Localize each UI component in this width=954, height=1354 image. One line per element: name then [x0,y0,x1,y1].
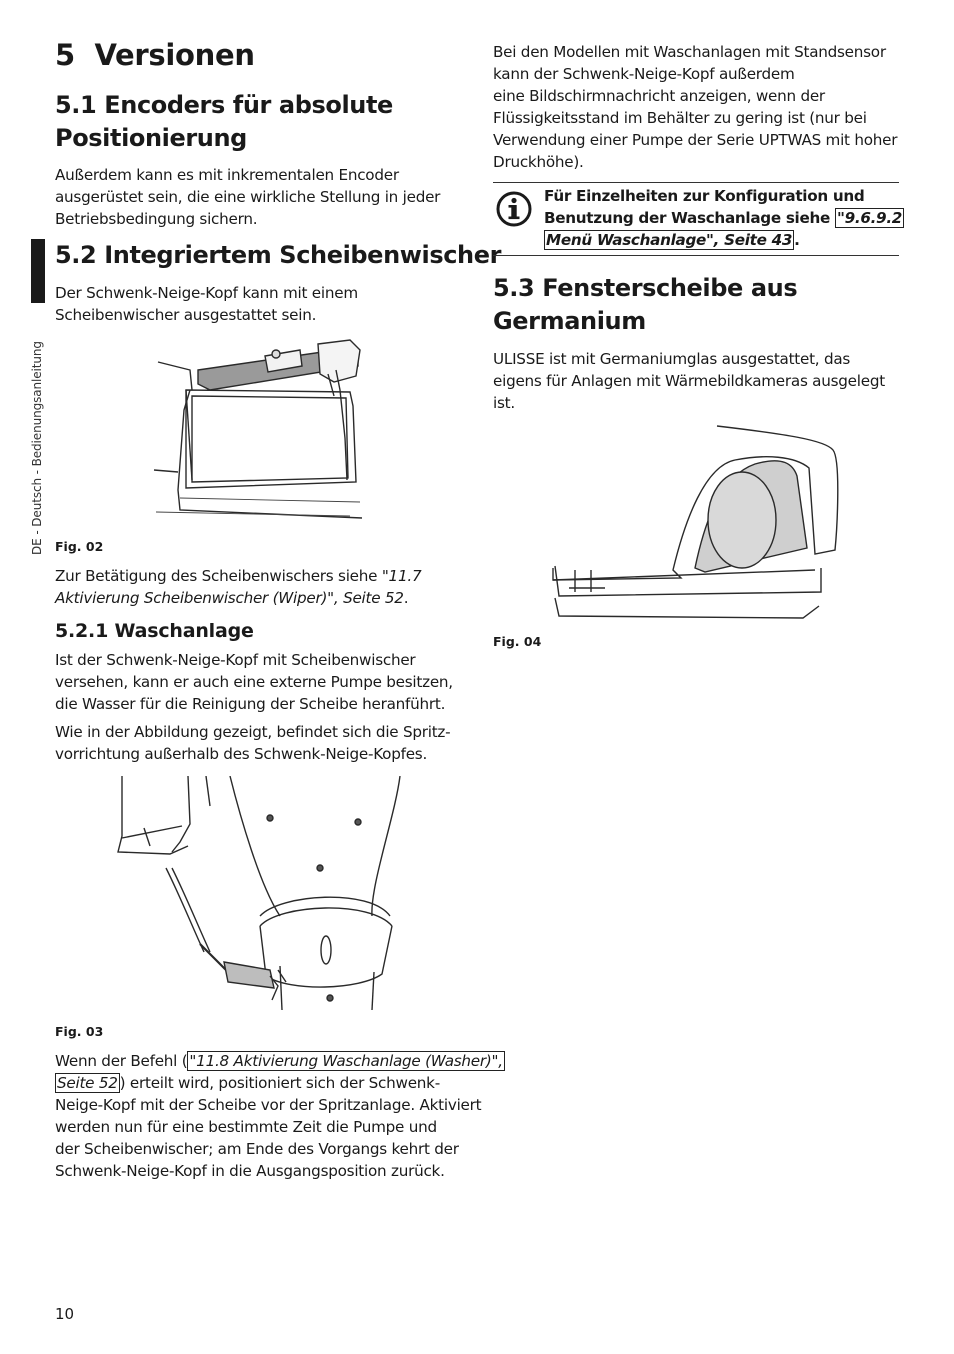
text-line: Schwenk-Neige-Kopf in die Ausgangsposition zurück. [55,1162,445,1180]
text-line: eigens für Anlagen mit Wärmebildkameras ausgelegt [493,372,885,390]
wiper-reference-link[interactable]: "11.7 [381,567,422,585]
chapter-title [55,38,255,72]
text-fragment: ) erteilt wird, positioniert sich der Schwenk- [119,1074,440,1092]
section-5-2-title: 5.2 Integriertem Scheibenwischer [55,241,502,269]
text-line: vorrichtung außerhalb des Schwenk-Neige-Kopfes. [55,745,428,763]
wiper-reference-text [55,565,421,609]
level-sensor-text [493,41,897,173]
text-fragment: Zur Betätigung des Scheibenwischers siehe [55,567,382,585]
section-5-1-title [55,89,393,155]
text-line: werden nun für eine bestimmte Zeit die Pumpe und [55,1118,437,1136]
chapter-name: Versionen [94,38,255,72]
text-line: Scheibenwischer ausgestattet sein. [55,306,317,324]
section-5-3-title-line: 5.3 Fensterscheibe aus [493,274,798,302]
text-line: ULISSE ist mit Germaniumglas ausgestattet, das [493,350,851,368]
washer-activation-page-link[interactable]: Seite 52 [57,1074,118,1092]
figure-02-caption: Fig. 02 [55,539,104,554]
text-line: Wie in der Abbildung gezeigt, befindet sich die Spritz- [55,723,451,741]
sidebar-marker [31,239,45,303]
text-line: Verwendung einer Pumpe der Serie UPTWAS mit hoher [493,131,898,149]
text-line: Ist der Schwenk-Neige-Kopf mit Scheibenwischer [55,651,416,669]
text-line: Druckhöhe). [493,153,584,171]
text-line: Für Einzelheiten zur Konfiguration und [544,187,865,205]
info-icon [495,190,533,228]
text-line: Bei den Modellen mit Waschanlagen mit Standsensor [493,43,886,61]
section-5-3-title-line: Germanium [493,307,646,335]
text-fragment: Benutzung der Waschanlage siehe [544,209,835,227]
section-5-3-title [493,272,797,338]
wiper-reference-link[interactable]: Aktivierung Scheibenwischer (Wiper)", Seite 52 [55,589,404,607]
section-5-1-title-line: Positionierung [55,124,247,152]
text-fragment: . [794,231,800,249]
washer-activation-link[interactable]: "11.8 Aktivierung Waschanlage (Washer)", [189,1052,503,1070]
figure-02-wiper-illustration [150,330,365,525]
text-line: Flüssigkeitsstand im Behälter zu gering ist (nur bei [493,109,867,127]
sidebar-label: DE - Deutsch - Bedienungsanleitung [30,341,44,555]
section-5-2-1-title: 5.2.1 Waschanlage [55,620,254,642]
text-line: ist. [493,394,515,412]
text-line: ausgerüstet sein, die eine wirkliche Stellung in jeder [55,188,441,206]
section-5-2-1-text-2 [55,721,450,765]
section-5-1-title-line: 5.1 Encoders für absolute [55,91,393,119]
text-line: Der Schwenk-Neige-Kopf kann mit einem [55,284,358,302]
washer-activation-text [55,1050,503,1182]
section-5-2-1-text [55,649,453,715]
text-line: Betriebsbedingung sichern. [55,210,258,228]
section-5-3-text [493,348,885,414]
figure-04-germanium-window-illustration [545,420,845,620]
section-5-1-text [55,164,440,230]
text-line: versehen, kann er auch eine externe Pumpe besitzen, [55,673,453,691]
page-number: 10 [55,1305,75,1323]
text-line: Außerdem kann es mit inkrementalen Encoder [55,166,399,184]
text-line: Neige-Kopf mit der Scheibe vor der Spritzanlage. Aktiviert [55,1096,482,1114]
info-note-text [544,185,903,251]
chapter-number: 5 [55,38,75,72]
text-line: kann der Schwenk-Neige-Kopf außerdem [493,65,795,83]
figure-03-caption: Fig. 03 [55,1024,104,1039]
text-fragment: Wenn der Befehl ( [55,1052,188,1070]
washer-menu-page-link[interactable]: Menü Waschanlage", Seite 43 [546,231,793,249]
figure-04-caption: Fig. 04 [493,634,542,649]
text-line: eine Bildschirmnachricht anzeigen, wenn der [493,87,825,105]
figure-03-washer-illustration [110,776,410,1010]
text-line: der Scheibenwischer; am Ende des Vorgangs kehrt der [55,1140,459,1158]
text-line: die Wasser für die Reinigung der Scheibe heranführt. [55,695,446,713]
washer-menu-link[interactable]: "9.6.9.2 [836,209,903,227]
section-5-2-text [55,282,358,326]
text-fragment: . [403,589,409,607]
